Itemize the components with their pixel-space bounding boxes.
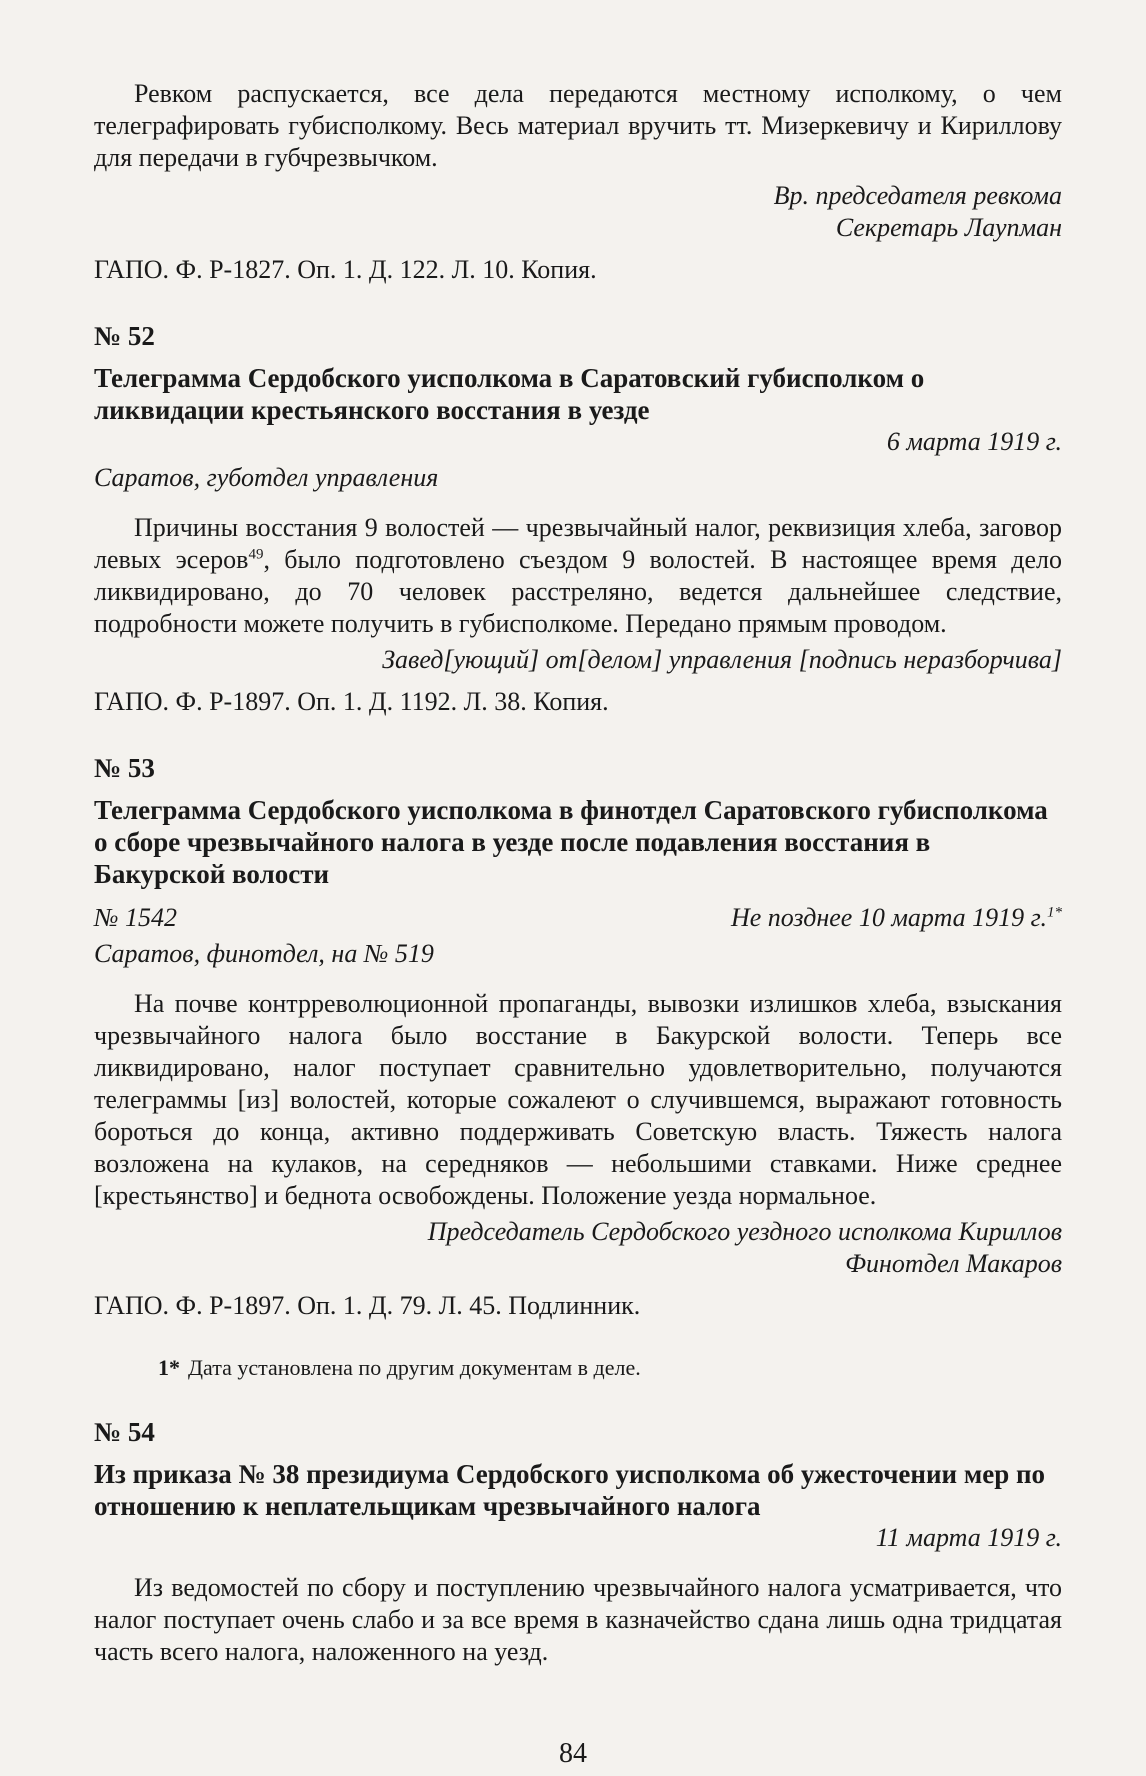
document-title: Телеграмма Сердобского уисполкома в финотдел Саратовского губисполкома о сборе чрезвычайного налога в уезде после подавления восстания в Бакурской волости bbox=[94, 795, 1048, 889]
footnote-mark: 1* bbox=[158, 1355, 180, 1380]
document-number: № 54 bbox=[94, 1417, 155, 1447]
document-date: 6 марта 1919 г. bbox=[886, 427, 1062, 456]
document-address: Саратов, финотдел, на № 519 bbox=[94, 939, 434, 968]
document-title: Телеграмма Сердобского уисполкома в Саратовский губисполком о ликвидации крестьянского восстания в уезде bbox=[94, 363, 925, 425]
document-body: На почве контрреволюционной пропаганды, вывозки излишков хлеба, взыскания чрезвычайного налога было восстание в Бакурской волости. Теперь все ликвидировано, налог поступает сравнительно удовлетворительно, получаются телеграммы [из] волостей, которые сожалеют о случившемся, выражают готовность бороться до конца, активно поддерживать Советскую власть. Тяжесть налога возложена на кулаков, на середняков — небольшими ставками. Ниже среднее [крестьянство] и беднота освобождены. Положение уезда нормальное. bbox=[94, 989, 1062, 1210]
footnote-ref: 1* bbox=[1047, 904, 1062, 921]
signature-line: Секретарь Лаупман bbox=[835, 213, 1062, 242]
outgoing-number: № 1542 bbox=[94, 903, 178, 932]
document-address: Саратов, губотдел управления bbox=[94, 463, 439, 492]
signature-line: Завед[ующий] от[делом] управления [подпись неразборчива] bbox=[382, 645, 1062, 674]
archive-reference: ГАПО. Ф. Р-1897. Оп. 1. Д. 79. Л. 45. Подлинник. bbox=[94, 1291, 641, 1320]
archive-reference: ГАПО. Ф. Р-1827. Оп. 1. Д. 122. Л. 10. Копия. bbox=[94, 255, 597, 284]
document-title: Из приказа № 38 президиума Сердобского уисполкома об ужесточении мер по отношению к неплательщикам чрезвычайного налога bbox=[94, 1459, 1046, 1521]
document-date: 11 марта 1919 г. bbox=[875, 1523, 1062, 1552]
document-number: № 53 bbox=[94, 753, 155, 783]
body-text: Причины восстания 9 волостей — чрезвычайный налог, реквизиция хлеба, заговор левых эсеров bbox=[94, 513, 1062, 574]
document-body bbox=[94, 512, 1062, 640]
date-text: Не позднее 10 марта 1919 г. bbox=[730, 903, 1047, 932]
page-number: 84 bbox=[559, 1738, 587, 1769]
footnote bbox=[94, 1354, 1062, 1382]
body-text: , было подготовлено съездом 9 волостей. В настоящее время дело ликвидировано, до 70 человек расстреляно, ведется дальнейшее следствие, подробности можете получить в губисполкоме. Передано прямым проводом. bbox=[94, 545, 1063, 638]
footnote-ref: 49 bbox=[248, 546, 264, 563]
archive-reference: ГАПО. Ф. Р-1897. Оп. 1. Д. 1192. Л. 38. Копия. bbox=[94, 687, 609, 716]
paragraph-revkom: Ревком распускается, все дела передаются местному исполкому, о чем телеграфировать губисполкому. Весь материал вручить тт. Мизеркевичу и Кириллову для передачи в губчрезвычком. bbox=[94, 79, 1062, 172]
footnote-text: Дата установлена по другим документам в деле. bbox=[188, 1355, 641, 1380]
document-body: Из ведомостей по сбору и поступлению чрезвычайного налога усматривается, что налог поступает очень слабо и за все время в казначейство сдана лишь одна тридцатая часть всего налога, наложенного на уезд. bbox=[94, 1573, 1062, 1666]
signature-line: Председатель Сердобского уездного исполкома Кириллов bbox=[427, 1217, 1062, 1246]
document-date bbox=[731, 902, 1062, 934]
signature-line: Финотдел Макаров bbox=[845, 1249, 1062, 1278]
document-number: № 52 bbox=[94, 321, 155, 351]
signature-line: Вр. председателя ревкома bbox=[773, 181, 1062, 210]
outgoing-number-and-date bbox=[94, 902, 1062, 934]
